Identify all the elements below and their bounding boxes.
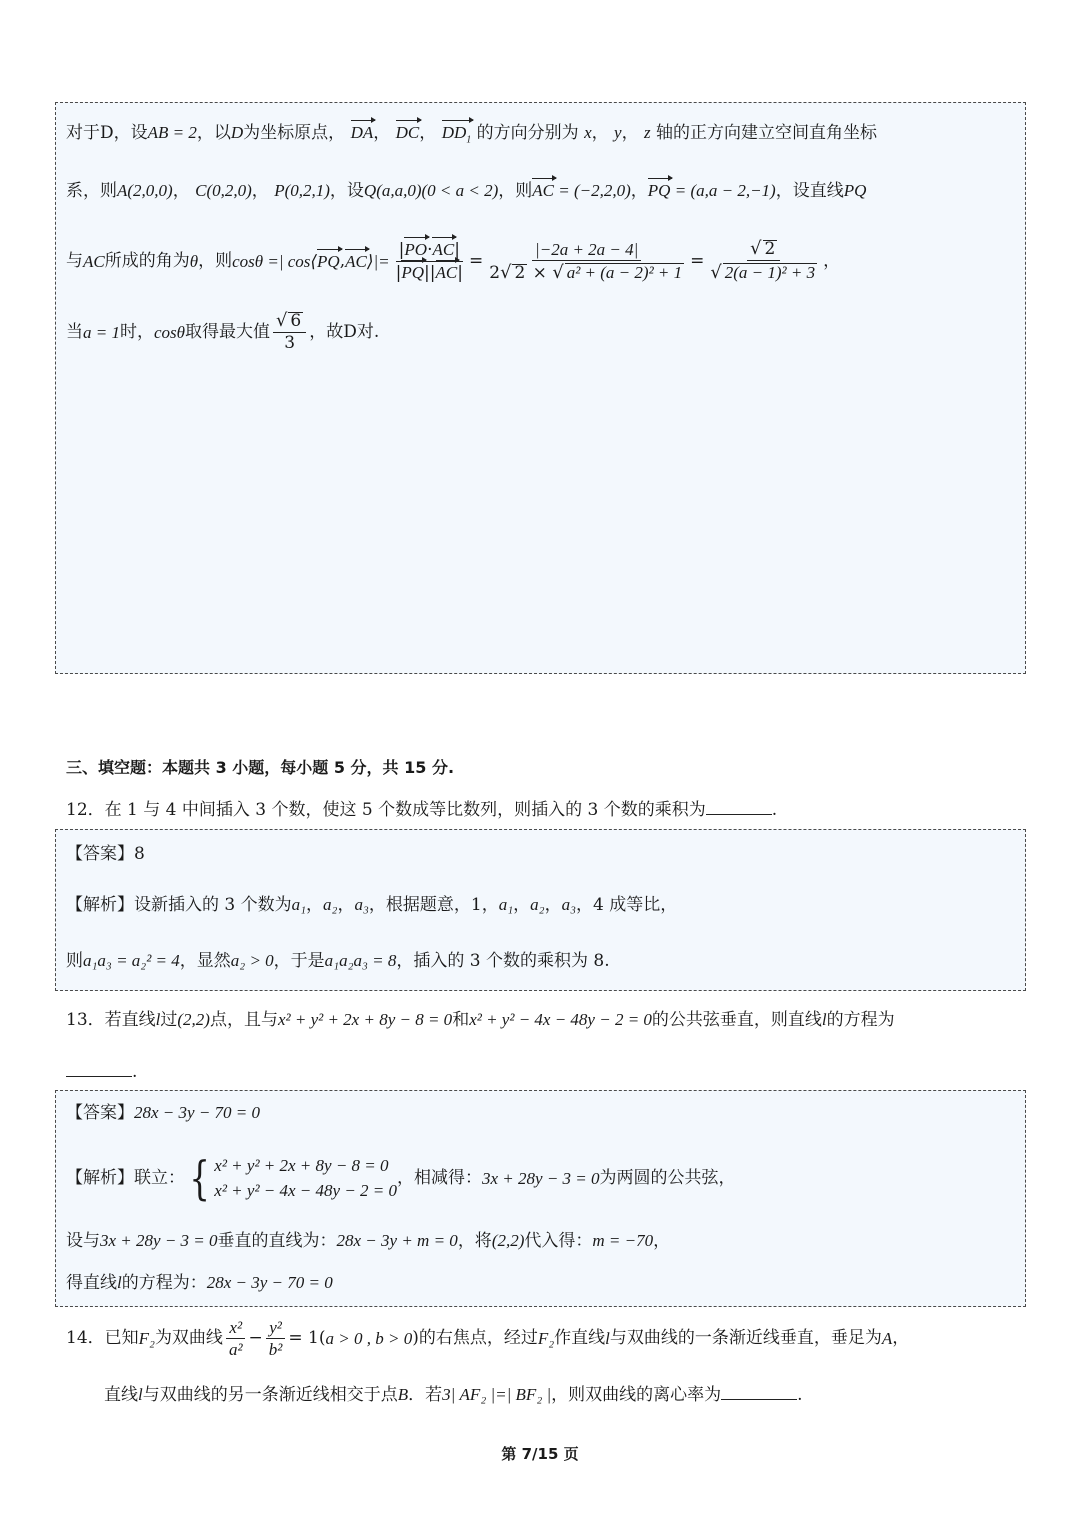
question-14-line2: 直线l与双曲线的另一条渐近线相交于点B．若3| AF₂ |=| BF₂ |，则双曲线的离心率为 .	[104, 1385, 803, 1405]
answer-blank	[721, 1385, 797, 1400]
vector-da: DA	[350, 123, 374, 142]
question-13-blank: .	[66, 1062, 137, 1081]
question-13: 13．若直线l过(2,2)点，且与x² + y² + 2x + 8y − 8 = 0和x² + y² − 4x − 48y − 2 = 0的公共弦垂直，则直线l的方程为	[66, 1010, 895, 1030]
solution-d-line1: 对于D，设AB = 2，以D为坐标原点， DA， DC， $DD_1$ 的方向分别为 x， y， z 轴的正方向建立空间直角坐标	[66, 123, 877, 146]
section-heading: 三、填空题：本题共 3 小题，每小题 5 分，共 15 分.	[66, 758, 455, 777]
hyperbola-x-term: $\frac{\text{x²}}{\text{a²}}$	[226, 1319, 246, 1358]
hyperbola-y-term: $\frac{\text{y²}}{\text{b²}}$	[266, 1319, 286, 1358]
vector-pq: PQ	[647, 181, 671, 200]
answer-blank	[66, 1062, 132, 1077]
vector-dc: DC	[395, 123, 420, 142]
vector-ac: AC	[532, 181, 555, 200]
vector-dd1: $DD_1$	[441, 123, 472, 146]
question-14-line1: 14．已知 F₂ 为双曲线 $\frac{\text{x²}}{\text{a²}}$ − $\frac{\text{y²}}{\text{b²}}$ = 1( a > 0 , b > 0 ) 的右焦点，经过 F₂ 作直线 l 与双曲线的一条渐近线垂直，垂足为 A ，	[66, 1317, 910, 1359]
solution-d-line3: 与 AC 所成的角为 θ ，则 cosθ =| cos⟨ PQ , AC ⟩|= $\frac{|PO\cdot AC|}{|PQ||AC|}$ = $\frac{|-2a + 2a - 4|}{\text{2√ 2 × √ a² + (a − 2)² + 1}}$ = $\frac{√ 2}{\text{√ 2(a − 1)² + 3}}$ ，	[66, 238, 841, 283]
q12-answer: 【答案】8	[66, 844, 145, 864]
question-12: 12．在 1 与 4 中间插入 3 个数，使这 5 个数成等比数列，则插入的 3 个数的乘积为 .	[66, 800, 778, 820]
q12-analysis-line2: 则a₁a₃ = a₂² = 4，显然a₂ > 0，于是a₁a₂a₃ = 8，插入的 3 个数的乘积为 8.	[66, 951, 610, 971]
q13-analysis-line2: 设与3x + 28y − 3 = 0垂直的直线为：28x − 3y + m = 0，将(2,2)代入得：m = −70，	[66, 1231, 671, 1251]
solution-d-line2: 系，则A(2,0,0)， C(0,2,0)， P(0,2,1)，设Q(a,a,0)(0 < a < 2)，则AC = (−2,2,0)，PQ = (a,a − 2,−1)，设直线PQ	[66, 181, 867, 201]
page-number: 第 7/15 页	[501, 1445, 579, 1463]
solution-d-line4: 当 a = 1 时， cosθ 取得最大值 $\frac{√ 6}{3}$ ，故D对.	[66, 310, 380, 353]
cos-fraction-1: $\frac{|PO\cdot AC|}{|PQ||AC|}$	[395, 239, 463, 283]
cos-fraction-3: $\frac{√ 2}{\text{√ 2(a − 1)² + 3}}$	[710, 238, 816, 283]
cos-fraction-2: $\frac{|-2a + 2a - 4|}{\text{2√ 2 × √ a² + (a − 2)² + 1}}$	[489, 239, 683, 283]
equation-system: { x² + y² + 2x + 8y − 8 = 0 x² + y² − 4x − 48y − 2 = 0	[189, 1151, 398, 1205]
q13-analysis-line1: 【解析】 联立： { x² + y² + 2x + 8y − 8 = 0 x² + y² − 4x − 48y − 2 = 0 ，相减得： 3x + 28y − 3 = 0 为两圆的公共弦，	[66, 1151, 736, 1205]
max-value-fraction: $\frac{√ 6}{3}$	[273, 312, 306, 352]
q12-analysis-line1: 【解析】设新插入的 3 个数为a₁，a₂，a₃，根据题意，1，a₁，a₂，a₃，4 成等比，	[66, 895, 678, 915]
q13-analysis-line3: 得直线l的方程为：28x − 3y − 70 = 0	[66, 1273, 333, 1293]
q13-answer: 【答案】28x − 3y − 70 = 0	[66, 1103, 261, 1123]
answer-blank	[706, 800, 772, 815]
